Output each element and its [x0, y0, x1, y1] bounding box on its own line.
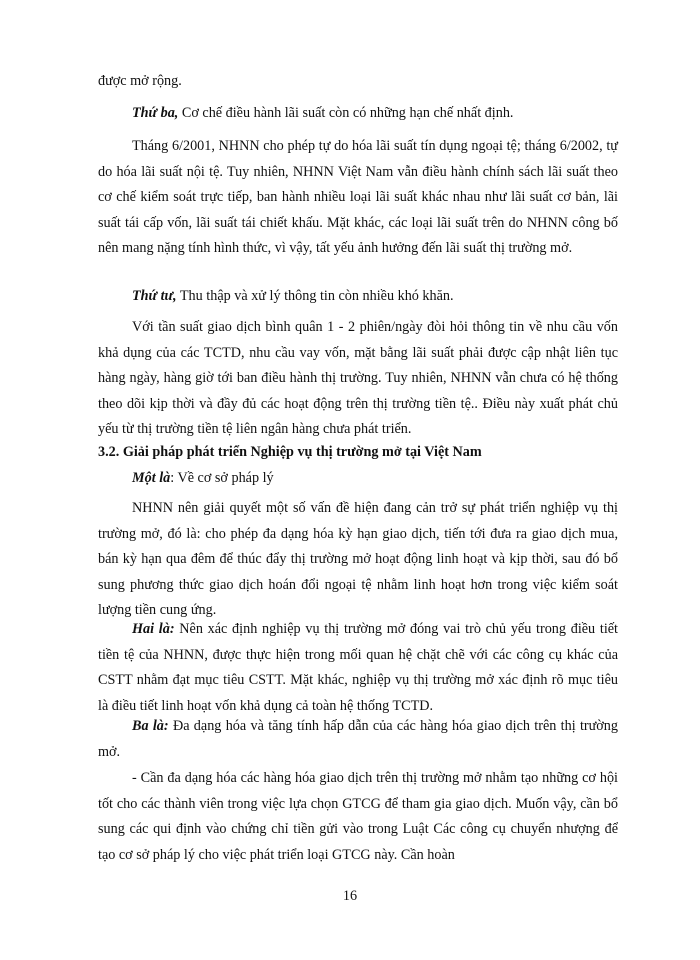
paragraph-interest-rate-policy: Tháng 6/2001, NHNN cho phép tự do hóa lãi suất tín dụng ngoại tệ; tháng 6/2002, tự do hóa lãi suất nội tệ. Tuy nhiên, NHNN Việt Nam vẫn điều hành chính sách lãi suất theo cơ chế kiểm soát trực tiếp, ban hành nhiều loại lãi suất khác nhau như lãi suất cơ bản, lãi suất tái cấp vốn, lãi suất tái chiết khấu. Mặt khác, các loại lãi suất trên do NHNN công bố nên mang nặng tính hình thức, vì vậy, tất yếu ảnh hưởng đến lãi suất thị trường mở. [98, 138, 618, 256]
paragraph-text: Thu thập và xử lý thông tin còn nhiều khó khăn. [176, 288, 454, 304]
paragraph-lead: Hai là: [132, 621, 175, 637]
paragraph-thu-tu [98, 284, 618, 310]
paragraph-diversify-goods: - Cần đa dạng hóa các hàng hóa giao dịch trên thị trường mở nhằm tạo những cơ hội tốt cho các thành viên trong việc lựa chọn GTCG để tham gia giao dịch. Muốn vậy, cần bổ sung các qui định vào chứng chỉ tiền gửi vào trong Luật Các công cụ chuyển nhượng để tạo cơ sở pháp lý cho việc phát triển loại GTCG này. Cần hoàn [98, 770, 618, 863]
paragraph-text: Đa dạng hóa và tăng tính hấp dẫn của các hàng hóa giao dịch trên thị trường mở. [98, 718, 618, 760]
paragraph-lead: Thứ ba, [132, 105, 179, 121]
paragraph-legal-basis: NHNN nên giải quyết một số vấn đề hiện đang cản trở sự phát triển nghiệp vụ thị trường mở, đó là: cho phép đa dạng hóa kỳ hạn giao dịch, tiến tới đưa ra giao dịch mua, bán kỳ hạn qua đêm để thúc đẩy thị trường mở hoạt động linh hoạt và kịp thời, sau đó bổ sung phương thức giao dịch hoán đổi ngoại tệ nhằm linh hoạt hơn trong việc kiểm soát lượng tiền cung ứng. [98, 500, 618, 618]
paragraph-ba-la [98, 714, 618, 765]
paragraph-text: : Về cơ sở pháp lý [170, 470, 274, 486]
paragraph-lead: Một là [132, 470, 171, 486]
section-heading: 3.2. Giải pháp phát triển Nghiệp vụ thị trường mở tại Việt Nam [98, 444, 482, 460]
paragraph-information: Với tần suất giao dịch bình quân 1 - 2 phiên/ngày đòi hỏi thông tin về nhu cầu vốn khả dụng của các TCTD, nhu cầu vay vốn, mặt bằng lãi suất phải được cập nhật liên tục hàng ngày, hàng giờ tới ban điều hành thị trường. Tuy nhiên, NHNN vẫn chưa có hệ thống theo dõi kịp thời và đầy đủ các hoạt động trên thị trường tiền tệ.. Điều này xuất phát chủ yếu từ thị trường tiền tệ liên ngân hàng chưa phát triển. [98, 319, 618, 437]
paragraph-lead: Thứ tư, [132, 288, 177, 304]
page-number: 16 [342, 888, 358, 904]
paragraph-text: Nên xác định nghiệp vụ thị trường mở đóng vai trò chủ yếu trong điều tiết tiền tệ của NHNN, được thực hiện trong mối quan hệ chặt chẽ với các công cụ khác của CSTT nhằm đạt mục tiêu CSTT. Mặt khác, nghiệp vụ thị trường mở xác định rõ mục tiêu là điều tiết linh hoạt vốn khả dụng cả toàn hệ thống TCTD. [98, 621, 618, 714]
paragraph-text: Cơ chế điều hành lãi suất còn có những hạn chế nhất định. [178, 105, 514, 121]
paragraph-lead: Ba là: [132, 718, 169, 734]
paragraph-hai-la [98, 617, 618, 719]
paragraph-thu-ba [98, 101, 618, 127]
paragraph-continuation: được mở rộng. [98, 73, 182, 89]
paragraph-mot-la [98, 466, 618, 492]
